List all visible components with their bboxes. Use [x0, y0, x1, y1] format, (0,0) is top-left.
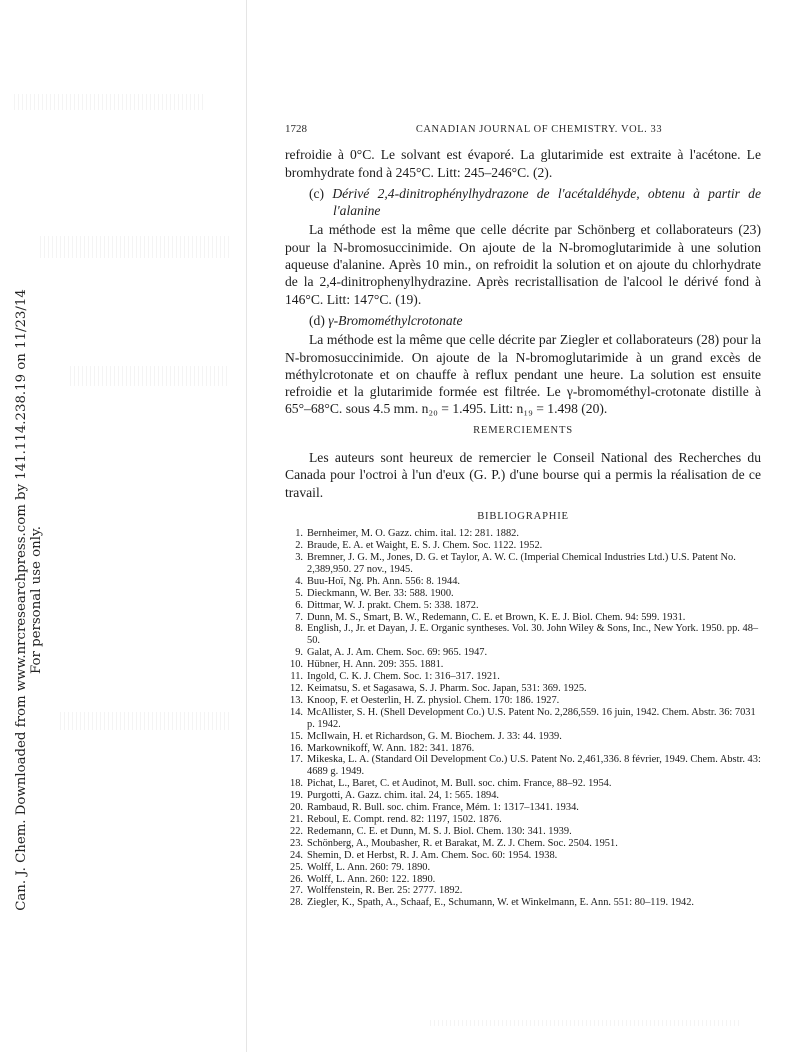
reference-number: 24.	[290, 849, 303, 861]
reference-number: 28.	[290, 897, 303, 909]
reference-number: 12.	[290, 683, 303, 695]
paragraph-crotonate: La méthode est la même que celle décrite par Ziegler et collaborateurs (28) pour la N-bromosuccinimide. On ajoute de la N-bromoglutarimide à un grand excès de méthylcrotonate et on chauffe à reflux pendant une heure. La solution est ensuite refroidie et la glutarimide formée est filtrée. Le γ-bromométhyl-crotonate distille à 65°–68°C. sous 4.5 mm. n₂₀ = 1.495. Litt: n₁₉ = 1.498 (20).	[285, 332, 761, 417]
reference-number: 17.	[290, 754, 303, 766]
reference-item	[285, 695, 761, 707]
reference-item	[285, 838, 761, 850]
reference-item	[285, 528, 761, 540]
reference-item	[285, 778, 761, 790]
reference-number: 25.	[290, 861, 303, 873]
reference-item	[285, 707, 761, 731]
scan-smudge	[40, 236, 230, 258]
reference-text: Ziegler, K., Spath, A., Schaaf, E., Schumann, W. et Winkelmann, E. Ann. 551: 80–119. 1942.	[307, 897, 695, 909]
reference-text: Galat, A. J. Am. Chem. Soc. 69: 965. 1947.	[307, 647, 488, 659]
reference-item	[285, 683, 761, 695]
reference-text: Braude, E. A. et Waight, E. S. J. Chem. Soc. 1122. 1952.	[307, 540, 543, 552]
reference-number: 2.	[295, 540, 303, 552]
reference-text: Reboul, E. Compt. rend. 82: 1197, 1502. 1876.	[307, 813, 502, 825]
reference-number: 26.	[290, 873, 303, 885]
reference-item	[285, 897, 761, 909]
reference-item	[285, 826, 761, 838]
reference-text: Hübner, H. Ann. 209: 355. 1881.	[307, 659, 444, 671]
subsection-c-title: Dérivé 2,4-dinitrophénylhydrazone de l'acétaldéhyde, obtenu à partir de l'alanine	[332, 185, 761, 219]
subsection-d-title: γ-Bromométhylcrotonate	[328, 312, 463, 328]
reference-number: 15.	[290, 730, 303, 742]
reference-text: English, J., Jr. et Dayan, J. E. Organic syntheses. Vol. 30. John Wiley & Sons, Inc., New York. 1950. pp. 48–50.	[307, 623, 759, 647]
reference-item	[285, 612, 761, 624]
acknowledgements-text: Les auteurs sont heureux de remercier le Conseil National des Recherches du Canada pour l'octroi à l'un d'eux (G. P.) d'une bourse qui a permis la réalisation de ce travail.	[285, 450, 761, 500]
reference-number: 11.	[290, 671, 303, 683]
reference-item	[285, 576, 761, 588]
reference-item	[285, 862, 761, 874]
reference-text: Purgotti, A. Gazz. chim. ital. 24, 1: 565. 1894.	[307, 790, 500, 802]
reference-number: 19.	[290, 790, 303, 802]
subsection-c-heading	[285, 185, 761, 220]
reference-number: 27.	[290, 885, 303, 897]
scan-smudge	[60, 712, 230, 730]
reference-text: McAllister, S. H. (Shell Development Co.) U.S. Patent No. 2,286,559. 16 juin, 1942. Chem. Abstr. 36: 7031 p. 1942.	[307, 706, 756, 730]
reference-text: Knoop, F. et Oesterlin, H. Z. physiol. Chem. 170: 186. 1927.	[307, 694, 560, 706]
reference-item	[285, 802, 761, 814]
scan-smudge	[14, 94, 204, 110]
scan-smudge	[430, 1020, 740, 1026]
reference-number: 13.	[290, 694, 303, 706]
reference-item	[285, 754, 761, 778]
reference-text: Mikeska, L. A. (Standard Oil Development Co.) U.S. Patent No. 2,461,336. 8 février, 1949. Chem. Abstr. 43: 4689 g. 1949.	[307, 754, 761, 778]
subsection-d-heading	[285, 312, 761, 329]
reference-number: 6.	[295, 599, 303, 611]
reference-number: 10.	[290, 659, 303, 671]
article-content	[285, 121, 761, 909]
reference-item	[285, 743, 761, 755]
reference-text: Bremner, J. G. M., Jones, D. G. et Taylor, A. W. C. (Imperial Chemical Industries Ltd.) U.S. Patent No. 2,389,950. 27 nov., 1945.	[307, 552, 736, 575]
paragraph-alanine: La méthode est la même que celle décrite par Schönberg et collaborateurs (23) pour la N-bromosuccinimide. On ajoute de la N-bromoglutarimide à une solution aqueuse d'alanine. Après 10 min., on refroidit la solution et on ajoute du chlorhydrate de la 2,4-dinitrophenylhydrazine. Après recristallisation de l'alcool le dérivé fond à 146°C. Litt: 147°C. (19).	[285, 222, 761, 307]
reference-number: 20.	[290, 802, 303, 814]
reference-text: Rambaud, R. Bull. soc. chim. France, Mém. 1: 1317–1341. 1934.	[307, 802, 579, 814]
reference-text: Dittmar, W. J. prakt. Chem. 5: 338. 1872.	[307, 599, 479, 611]
subsection-d-label: (d)	[309, 312, 325, 328]
reference-text: Ingold, C. K. J. Chem. Soc. 1: 316–317. 1921.	[307, 671, 500, 683]
reference-item	[285, 647, 761, 659]
running-head	[285, 121, 761, 138]
paragraph-bromhydrate: refroidie à 0°C. Le solvant est évaporé. La glutarimide est extraite à l'acétone. Le bromhydrate fond à 245°C. Litt: 245–246°C. (2).	[285, 147, 761, 180]
reference-number: 8.	[295, 623, 303, 635]
reference-number: 22.	[290, 825, 303, 837]
acknowledgements-heading: REMERCIEMENTS	[473, 424, 573, 436]
reference-text: Schönberg, A., Moubasher, R. et Barakat, M. Z. J. Chem. Soc. 2504. 1951.	[307, 837, 618, 849]
reference-number: 14.	[290, 706, 303, 718]
reference-text: Keimatsu, S. et Sagasawa, S. J. Pharm. Soc. Japan, 531: 369. 1925.	[307, 683, 587, 695]
reference-item	[285, 790, 761, 802]
reference-number: 3.	[295, 552, 303, 564]
reference-number: 9.	[295, 647, 303, 659]
reference-number: 5.	[295, 587, 303, 599]
reference-number: 4.	[295, 575, 303, 587]
reference-number: 7.	[295, 611, 303, 623]
reference-item	[285, 874, 761, 886]
reference-item	[285, 885, 761, 897]
reference-number: 18.	[290, 778, 303, 790]
reference-number: 1.	[295, 528, 303, 540]
reference-item	[285, 671, 761, 683]
scan-fold-line	[246, 0, 247, 1052]
reference-text: Wolff, L. Ann. 260: 79. 1890.	[307, 861, 431, 873]
reference-item	[285, 623, 761, 647]
watermark-line-1: Can. J. Chem. Downloaded from www.nrcresearchpress.com by 141.114.238.19 on 11/23/14	[14, 289, 29, 911]
reference-text: Wolffenstein, R. Ber. 25: 2777. 1892.	[307, 885, 463, 897]
reference-item	[285, 600, 761, 612]
scan-smudge	[70, 366, 230, 386]
reference-text: Wolff, L. Ann. 260: 122. 1890.	[307, 873, 436, 885]
reference-text: Buu-Hoï, Ng. Ph. Ann. 556: 8. 1944.	[307, 575, 460, 587]
reference-item	[285, 850, 761, 862]
bibliography-heading: BIBLIOGRAPHIE	[477, 510, 569, 522]
reference-item	[285, 540, 761, 552]
reference-item	[285, 552, 761, 576]
reference-text: Bernheimer, M. O. Gazz. chim. ital. 12: 281. 1882.	[307, 528, 519, 540]
reference-text: McIlwain, H. et Richardson, G. M. Biochem. J. 33: 44. 1939.	[307, 730, 562, 742]
reference-item	[285, 814, 761, 826]
page-number: 1728	[285, 123, 307, 135]
reference-text: Shemin, D. et Herbst, R. J. Am. Chem. Soc. 60: 1954. 1938.	[307, 849, 558, 861]
watermark-line-2: For personal use only.	[29, 526, 44, 674]
reference-item	[285, 731, 761, 743]
reference-list	[285, 528, 761, 909]
reference-text: Pichat, L., Baret, C. et Audinot, M. Bull. soc. chim. France, 88–92. 1954.	[307, 778, 612, 790]
journal-title: CANADIAN JOURNAL OF CHEMISTRY. VOL. 33	[415, 124, 663, 135]
reference-text: Redemann, C. E. et Dunn, M. S. J. Biol. Chem. 130: 341. 1939.	[307, 825, 572, 837]
download-watermark	[0, 289, 58, 911]
reference-number: 16.	[290, 742, 303, 754]
reference-item	[285, 659, 761, 671]
reference-text: Markownikoff, W. Ann. 182: 341. 1876.	[307, 742, 475, 754]
reference-item	[285, 588, 761, 600]
reference-number: 21.	[290, 813, 303, 825]
reference-text: Dieckmann, W. Ber. 33: 588. 1900.	[307, 587, 454, 599]
subsection-c-label: (c)	[309, 185, 325, 201]
reference-number: 23.	[290, 837, 303, 849]
reference-text: Dunn, M. S., Smart, B. W., Redemann, C. E. et Brown, K. E. J. Biol. Chem. 94: 599. 1931.	[307, 611, 686, 623]
